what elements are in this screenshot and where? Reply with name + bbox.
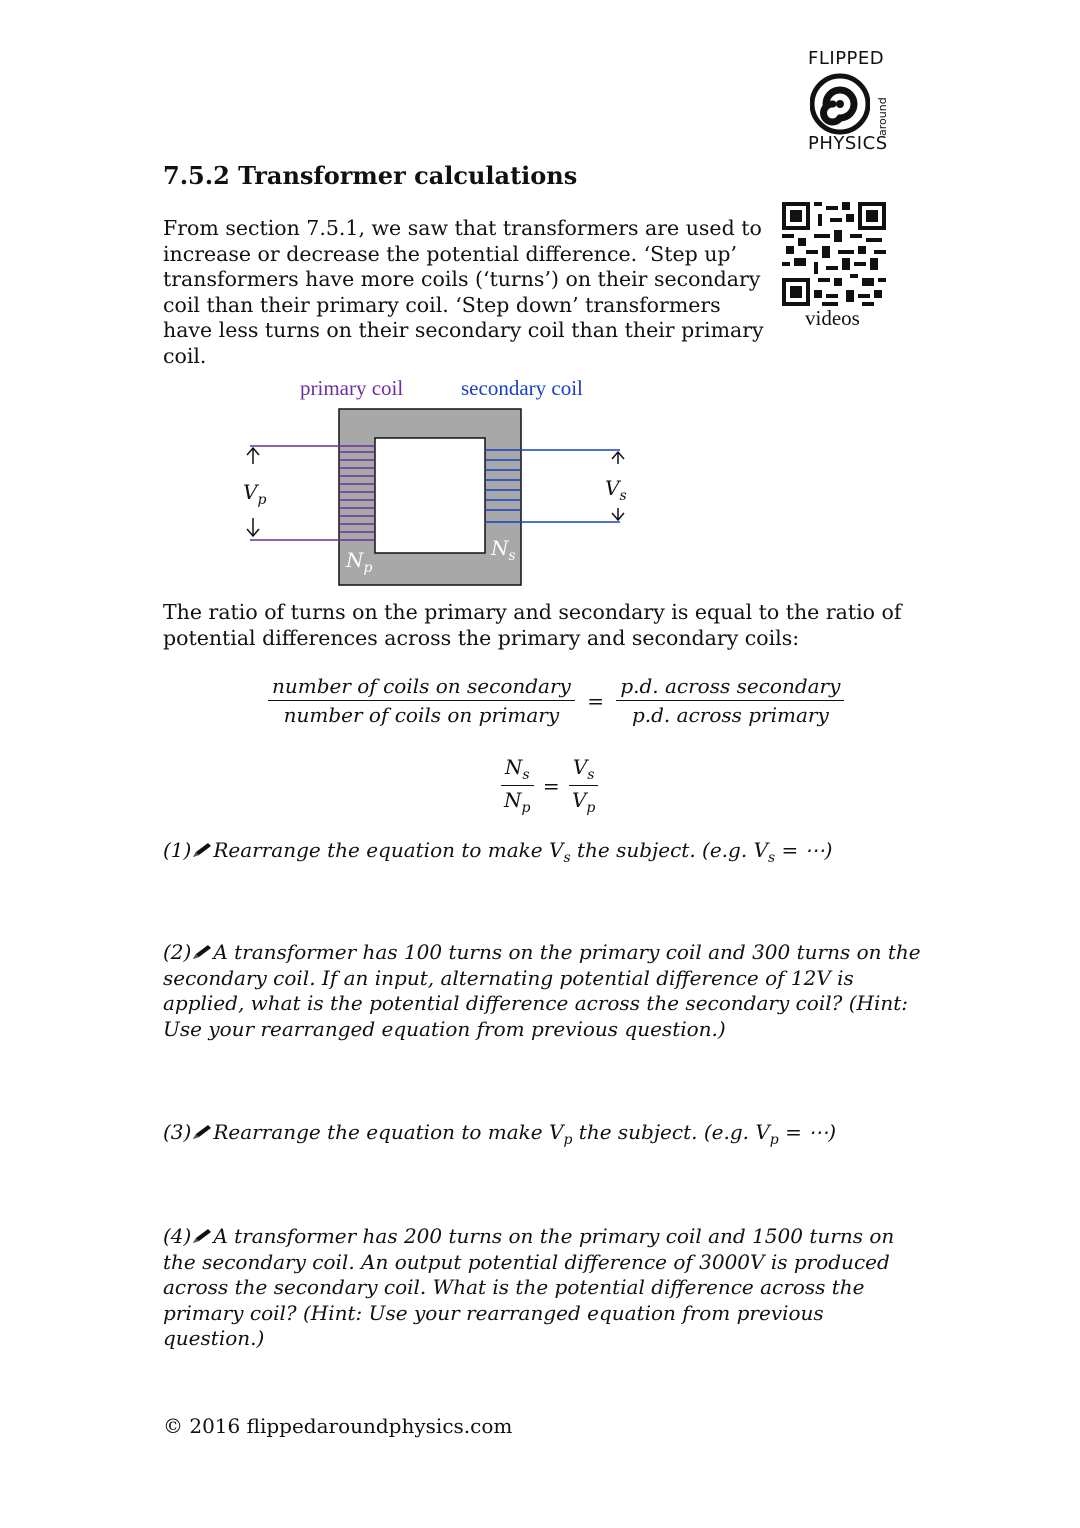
question-3: (3) Rearrange the equation to make $V_p$ the subject. (e.g. $V_p$ = ⋯) [163,1120,837,1148]
np-label: $N_p$ [346,548,373,576]
spiral-logo-icon [810,72,870,136]
left-denominator: number of coils on primary [283,703,560,727]
ns-label: $N_s$ [491,536,516,564]
intro-paragraph: From section 7.5.1, we saw that transformers are used to increase or decrease the potential difference. ‘Step up’ transformers have more coils (‘turns’) on their secondary coil than their primary coil. ‘Step down’ transformers have less turns on their secondary coil than their primary coil. [163,216,764,368]
footer-copyright: © 2016 flippedaroundphysics.com [163,1414,513,1438]
right-numerator: p.d. across secondary [616,674,844,701]
core-window [375,438,485,553]
left-numerator: number of coils on secondary [268,674,575,701]
pencil-icon [191,944,213,960]
word-equation-right [616,674,844,727]
right-denominator: p.d. across primary [631,703,829,727]
pencil-icon [191,842,213,858]
symbol-equals-sign: = [542,773,560,798]
transformer-drawing [225,406,645,590]
vs-label: $V_s$ [605,476,627,504]
logo-physics-text: PHYSICS [808,133,888,154]
symbol-equation [500,755,599,816]
pencil-icon [191,1124,213,1140]
primary-coil-label: primary coil [300,376,404,400]
vs-over-vp: $\frac{V_s}{V_p}$ [568,755,599,816]
equals-sign: = [587,688,604,713]
qr-label: videos [805,306,860,330]
word-equation [268,674,844,727]
page-title: 7.5.2 Transformer calculations [163,161,578,190]
qr-code[interactable] [782,202,886,306]
question-4: (4) A transformer has 200 turns on the primary coil and 1500 turns on the secondary coil. An output potential difference of 3000V is produced across the secondary coil. What is the potential difference across the primary coil? (Hint: Use your rearranged equation from previous question.) [163,1224,895,1350]
word-equation-left [268,674,575,727]
transformer-diagram [225,370,645,590]
vp-label: $V_p$ [243,480,267,508]
question-2: (2) A transformer has 100 turns on the primary coil and 300 turns on the secondary coil. If an input, alternating potential difference of 12V is applied, what is the potential difference across the secondary coil? (Hint: Use your rearranged equation from previous question.) [163,940,921,1041]
ratio-paragraph: The ratio of turns on the primary and secondary is equal to the ratio of potential differences across the primary and secondary coils: [163,600,902,650]
qr-code-icon [782,202,886,306]
logo [796,48,906,158]
logo-flipped-text: FLIPPED [808,48,885,69]
secondary-coil-label: secondary coil [461,376,583,400]
logo-around-text: around [876,97,889,136]
pencil-icon [191,1228,213,1244]
ns-over-np: $\frac{N_s}{N_p}$ [500,755,534,816]
question-1: (1) Rearrange the equation to make $V_s$ the subject. (e.g. $V_s$ = ⋯) [163,838,833,866]
